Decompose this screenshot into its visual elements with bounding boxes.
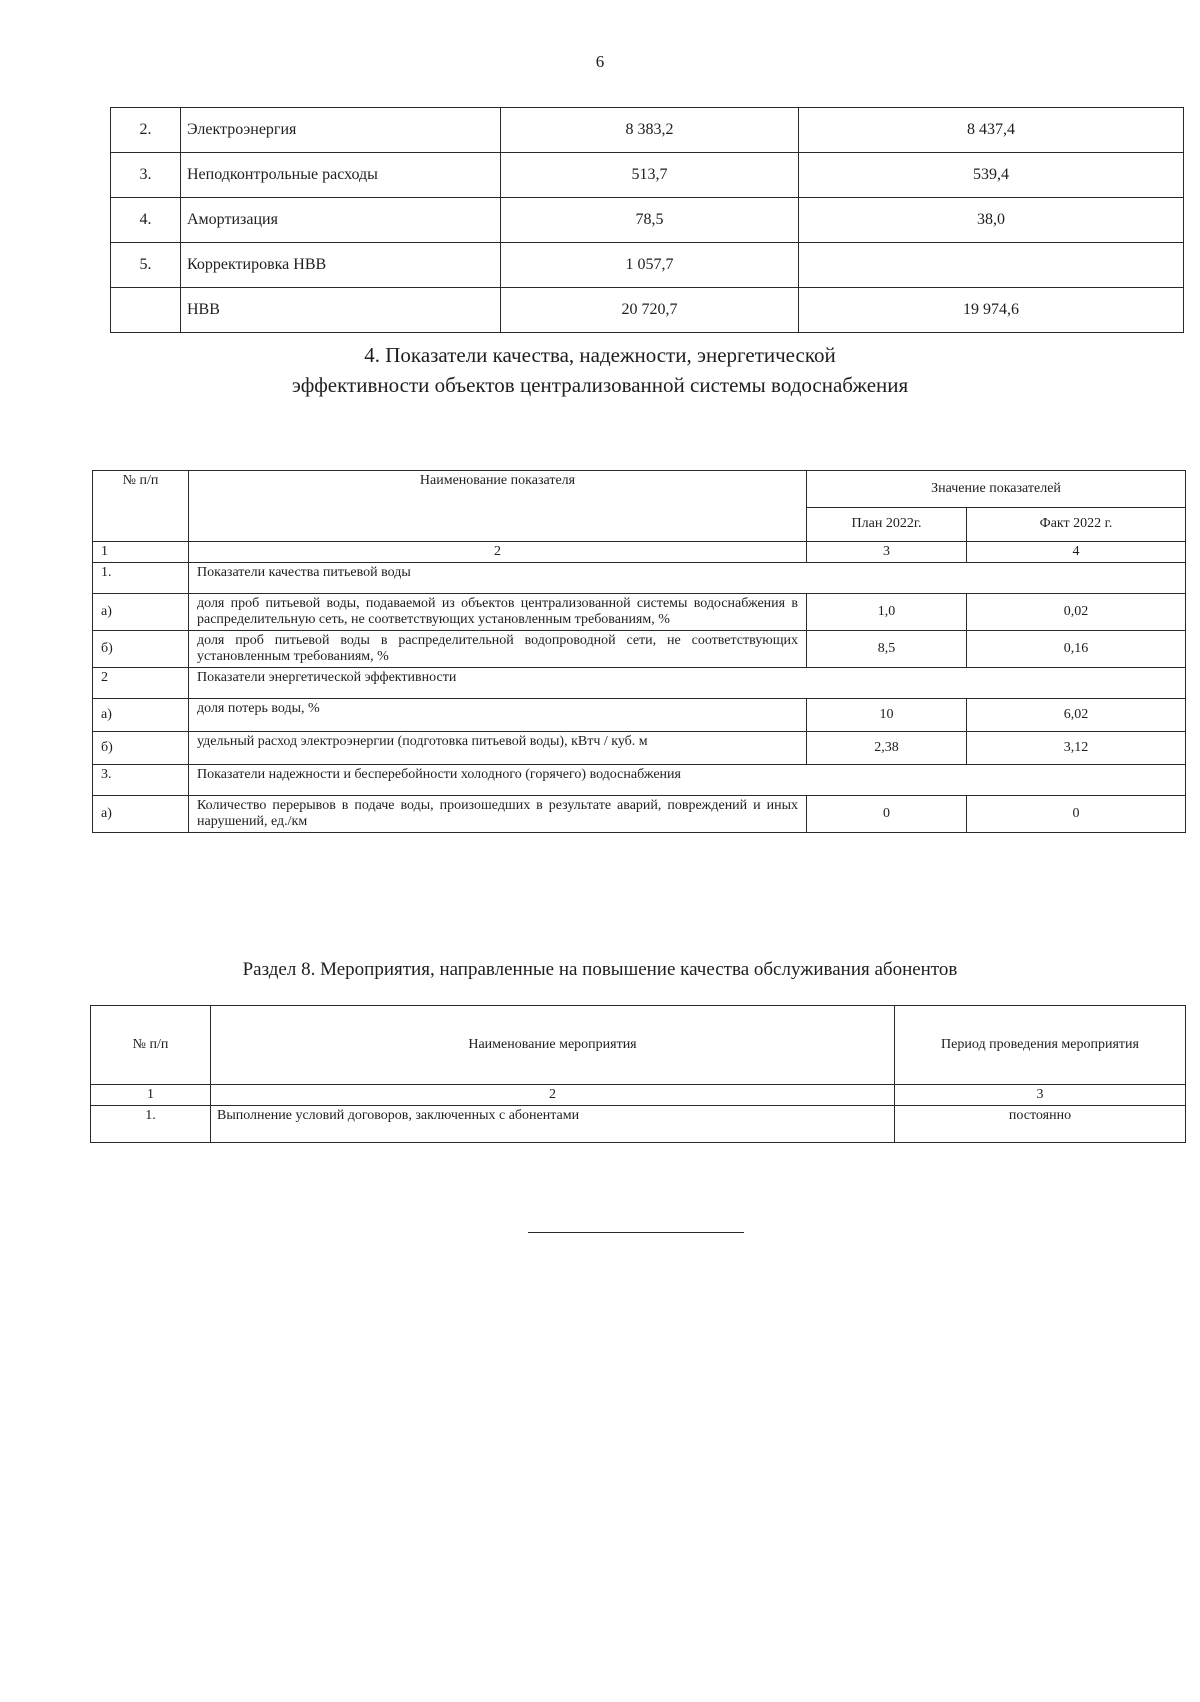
row-plan: 1,0 [807,594,967,631]
col-number-3: 3 [807,542,967,563]
group-row [93,668,1186,699]
activities-table [90,1005,1186,1143]
group-title: Показатели надежности и бесперебойности холодного (горячего) водоснабжения [189,765,1186,796]
section-8-title: Раздел 8. Мероприятия, направленные на повышение качества обслуживания абонентов [242,959,958,980]
row-num: 4. [111,198,181,243]
row-plan: 2,38 [807,732,967,765]
row-fact: 0,16 [967,631,1186,668]
table-row [111,198,1184,243]
table-row [93,631,1186,668]
row-name: Корректировка НВВ [181,243,501,288]
row-num [111,288,181,333]
row-num: 2. [111,108,181,153]
row-name: Неподконтрольные расходы [181,153,501,198]
row-activity-name: Выполнение условий договоров, заключенных с абонентами [211,1106,895,1143]
header-num: № п/п [93,471,189,542]
row-indicator-name: удельный расход электроэнергии (подготовка питьевой воды), кВтч / куб. м [189,732,807,765]
row-value-2 [799,243,1184,288]
section-4-title-line1: 4. Показатели качества, надежности, энергетической [364,343,836,367]
header-plan: План 2022г. [807,507,967,541]
group-row [93,563,1186,594]
table-row [93,796,1186,833]
row-num: б) [93,732,189,765]
row-name: Электроэнергия [181,108,501,153]
col-number-2: 2 [189,542,807,563]
table-row [111,153,1184,198]
row-value-1: 1 057,7 [501,243,799,288]
header-fact: Факт 2022 г. [967,507,1186,541]
row-num: а) [93,594,189,631]
indicators-table [92,470,1186,833]
table-row [93,594,1186,631]
header-values: Значение показателей [807,471,1186,508]
row-value-2: 8 437,4 [799,108,1184,153]
row-value-1: 513,7 [501,153,799,198]
row-value-1: 20 720,7 [501,288,799,333]
col-number-3: 3 [895,1085,1186,1106]
row-period: постоянно [895,1106,1186,1143]
group-title: Показатели качества питьевой воды [189,563,1186,594]
row-num: 5. [111,243,181,288]
row-indicator-name: доля проб питьевой воды, подаваемой из объектов централизованной системы водоснабжения в распределительную сеть, не соответствующих установленным требованиям, % [189,594,807,631]
table-row [93,732,1186,765]
row-name: НВВ [181,288,501,333]
col-number-2: 2 [211,1085,895,1106]
col-number-1: 1 [91,1085,211,1106]
row-fact: 0 [967,796,1186,833]
page-number: 6 [595,52,605,71]
row-num: 3. [111,153,181,198]
row-fact: 3,12 [967,732,1186,765]
row-value-2: 38,0 [799,198,1184,243]
header-period: Период проведения мероприятия [895,1006,1186,1085]
row-value-2: 19 974,6 [799,288,1184,333]
table-row [93,699,1186,732]
row-num: а) [93,699,189,732]
row-num: б) [93,631,189,668]
row-plan: 0 [807,796,967,833]
row-indicator-name: доля потерь воды, % [189,699,807,732]
group-num: 2 [93,668,189,699]
col-number-1: 1 [93,542,189,563]
group-title: Показатели энергетической эффективности [189,668,1186,699]
header-activity-name: Наименование мероприятия [211,1006,895,1085]
row-num: 1. [91,1106,211,1143]
table-row [111,108,1184,153]
section-4-title-line2: эффективности объектов централизованной системы водоснабжения [291,373,909,397]
row-name: Амортизация [181,198,501,243]
row-fact: 6,02 [967,699,1186,732]
col-number-4: 4 [967,542,1186,563]
row-indicator-name: Количество перерывов в подаче воды, произошедших в результате аварий, повреждений и иных нарушений, ед./км [189,796,807,833]
row-value-1: 78,5 [501,198,799,243]
table-row [111,288,1184,333]
end-divider [528,1232,744,1233]
row-plan: 10 [807,699,967,732]
table-row [111,243,1184,288]
row-value-1: 8 383,2 [501,108,799,153]
table-row [91,1106,1186,1143]
header-indicator-name: Наименование показателя [189,471,807,542]
row-plan: 8,5 [807,631,967,668]
row-num: а) [93,796,189,833]
budget-table [110,107,1184,333]
group-row [93,765,1186,796]
section-4-title [0,340,1200,400]
group-num: 3. [93,765,189,796]
group-num: 1. [93,563,189,594]
header-num: № п/п [91,1006,211,1085]
row-value-2: 539,4 [799,153,1184,198]
row-indicator-name: доля проб питьевой воды в распределительной водопроводной сети, не соответствующих установленным требованиям, % [189,631,807,668]
row-fact: 0,02 [967,594,1186,631]
